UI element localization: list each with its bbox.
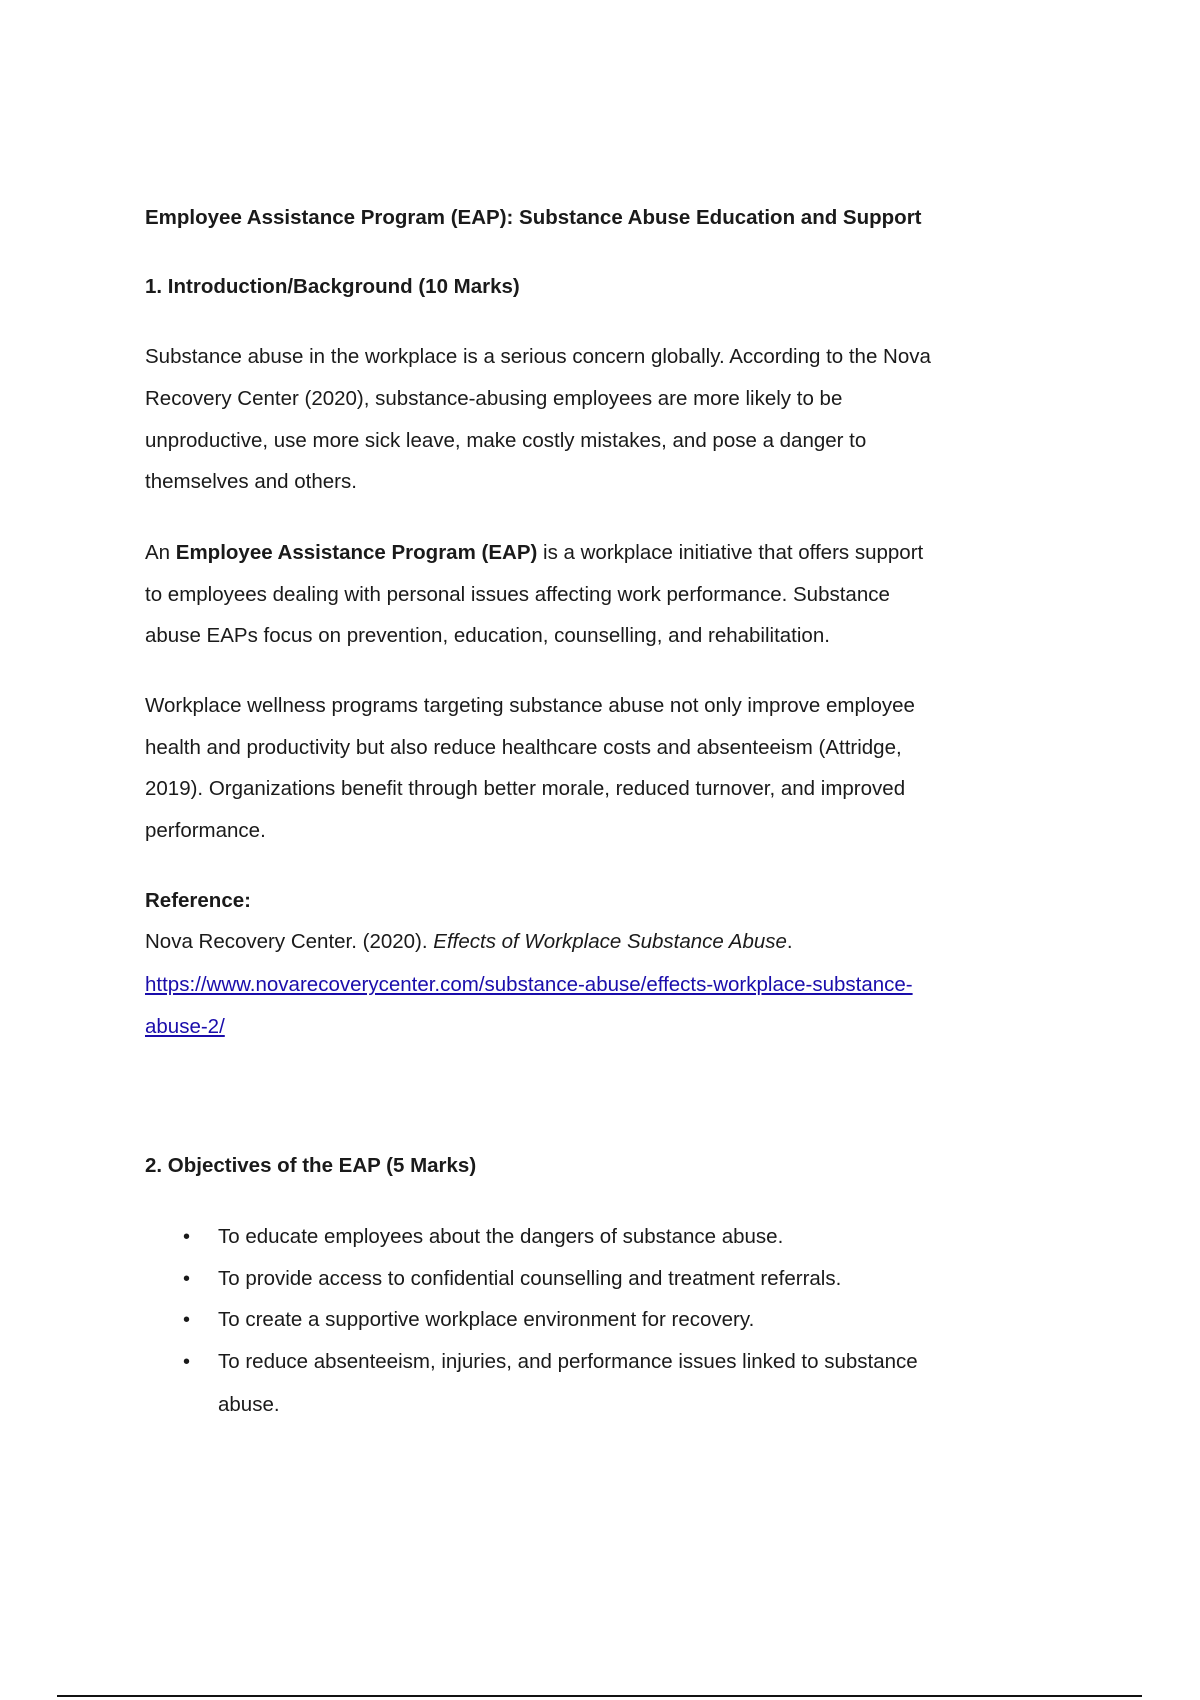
- text: An: [145, 541, 176, 564]
- bullet-icon: •: [183, 1226, 191, 1248]
- text: is a workplace initiative that offers support: [537, 541, 924, 564]
- reference-author: Nova Recovery Center. (2020).: [145, 930, 434, 953]
- section-heading-objectives: 2. Objectives of the EAP (5 Marks): [145, 1154, 477, 1177]
- paragraph-line: health and productivity but also reduce healthcare costs and absenteeism (Attridge,: [145, 736, 902, 759]
- list-item: To provide access to confidential counselling and treatment referrals.: [218, 1267, 842, 1290]
- paragraph-line: [145, 541, 923, 565]
- paragraph-line: abuse EAPs focus on prevention, education, counselling, and rehabilitation.: [145, 624, 830, 647]
- paragraph-line: themselves and others.: [145, 470, 357, 493]
- document-title: Employee Assistance Program (EAP): Substance Abuse Education and Support: [145, 206, 922, 229]
- bullet-icon: •: [183, 1351, 191, 1373]
- paragraph-line: 2019). Organizations benefit through better morale, reduced turnover, and improved: [145, 777, 906, 800]
- reference-link[interactable]: abuse-2/: [145, 1015, 225, 1038]
- list-item: To create a supportive workplace environment for recovery.: [218, 1308, 755, 1331]
- reference-citation: [145, 930, 793, 954]
- paragraph-line: Substance abuse in the workplace is a serious concern globally. According to the Nova: [145, 345, 931, 368]
- paragraph-line: performance.: [145, 819, 266, 842]
- reference-link[interactable]: https://www.novarecoverycenter.com/substance-abuse/effects-workplace-substance-: [145, 973, 913, 996]
- bullet-icon: •: [183, 1309, 191, 1331]
- list-item: To educate employees about the dangers of substance abuse.: [218, 1225, 784, 1248]
- text: .: [786, 930, 793, 953]
- reference-label: Reference:: [145, 889, 251, 912]
- list-item: To reduce absenteeism, injuries, and performance issues linked to substance: [218, 1350, 918, 1373]
- paragraph-line: unproductive, use more sick leave, make costly mistakes, and pose a danger to: [145, 429, 867, 452]
- eap-term: Employee Assistance Program (EAP): [175, 541, 538, 564]
- paragraph-line: to employees dealing with personal issues affecting work performance. Substance: [145, 583, 890, 606]
- page-bottom-rule: [57, 1695, 1142, 1697]
- bullet-icon: •: [183, 1268, 191, 1290]
- paragraph-line: Recovery Center (2020), substance-abusing employees are more likely to be: [145, 387, 843, 410]
- list-item-continuation: abuse.: [218, 1393, 280, 1416]
- section-heading-introduction: 1. Introduction/Background (10 Marks): [145, 275, 520, 298]
- reference-title: Effects of Workplace Substance Abuse: [433, 930, 787, 953]
- paragraph-line: Workplace wellness programs targeting substance abuse not only improve employee: [145, 694, 915, 717]
